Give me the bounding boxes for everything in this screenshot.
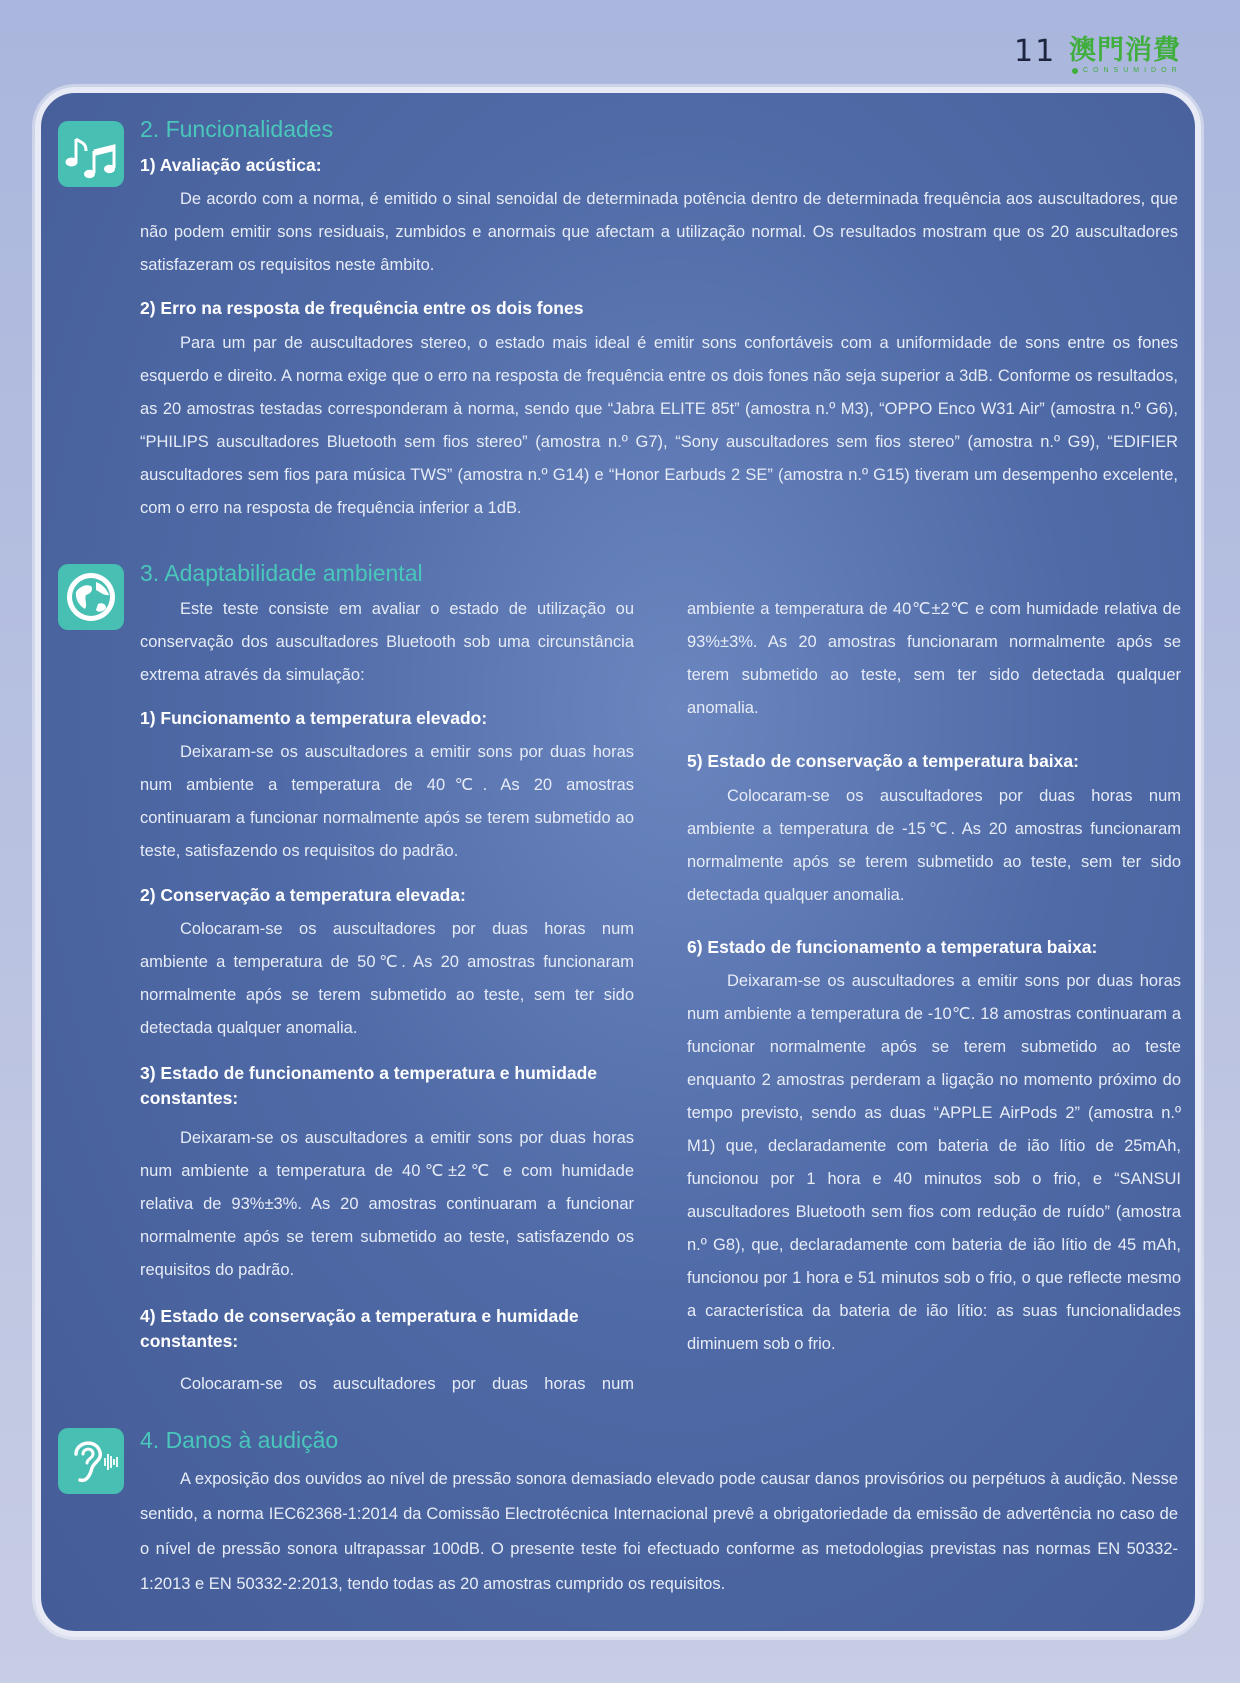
section-3-sub2-text: Colocaram-se os auscultadores por duas horas num ambiente a temperatura de 50℃. As 20 amostras funcionaram normalmente após se terem submetido ao teste, sem ter sido detectada qualquer anomalia. xyxy=(140,920,634,1037)
section-2-sub2-text: Para um par de auscultadores stereo, o estado mais ideal é emitir sons confortáveis com a uniformidade de sons entre os fones esquerdo e direito. A norma exige que o erro na resposta de frequência entre os dois fones não seja superior a 3dB. Conforme os resultados, as 20 amostras testadas corresponderam à norma, sendo que “Jabra ELITE 85t” (amostra n.º M3), “OPPO Enco W31 Air” (amostra n.º G6), “PHILIPS auscultadores Bluetooth sem fios stereo” (amostra n.º G7), “Sony auscultadores sem fios stereo” (amostra n.º G9), “EDIFIER auscultadores sem fios para música TWS” (amostra n.º G14) e “Honor Earbuds 2 SE” (amostra n.º G15) tiveram um desempenho excelente, com o erro na resposta de frequência inferior a 1dB. xyxy=(140,334,1178,517)
section-3-sub6-text: Deixaram-se os auscultadores a emitir sons por duas horas num ambiente a temperatura de -10℃. 18 amostras continuaram a funcionar normalmente após se terem submetido ao teste enquanto 2 amostras perderam a ligação no momento próximo do tempo previsto, sendo as duas “APPLE AirPods 2” (amostra n.º M1) que, declaradamente com bateria de ião lítio de 25mAh, funcionou por 1 hora e 40 minutos sob o frio, e “SANSUI auscultadores Bluetooth sem fios com redução de ruído” (amostra n.º G8), que, declaradamente com bateria de ião lítio de 45 mAh, funcionou por 1 hora e 51 minutos sob o frio, o que reflecte mesmo a característica da bateria de ião lítio: as suas funcionalidades diminuem sob o frio. xyxy=(687,972,1181,1353)
section-3-sub3-text: Deixaram-se os auscultadores a emitir sons por duas horas num ambiente a temperatura de 40℃±2℃ e com humidade relativa de 93%±3%. As 20 amostras continuaram a funcionar normalmente após se terem submetido ao teste, satisfazendo os requisitos do padrão. xyxy=(140,1129,634,1279)
globe-icon xyxy=(58,564,124,630)
consumidor-logo xyxy=(1069,36,1185,80)
section-3-sub4-text-start: Colocaram-se os auscultadores por duas horas num xyxy=(180,1375,634,1393)
logo-dot-icon xyxy=(1072,68,1078,74)
section-4-title: 4. Danos à audição xyxy=(140,1427,339,1453)
logo-text: 澳門消費 xyxy=(1069,35,1181,66)
section-3-title: 3. Adaptabilidade ambiental xyxy=(140,560,423,586)
music-note-icon xyxy=(58,121,124,187)
page-number: 11 xyxy=(1014,34,1057,69)
section-2-sub1-heading: 1) Avaliação acústica: xyxy=(140,155,322,175)
section-3-sub5-text: Colocaram-se os auscultadores por duas horas num ambiente a temperatura de -15℃. As 20 amostras funcionaram normalmente após se terem submetido ao teste, sem ter sido detectada qualquer anomalia. xyxy=(687,787,1181,904)
section-3-sub1-text: Deixaram-se os auscultadores a emitir sons por duas horas num ambiente a temperatura de 40℃. As 20 amostras continuaram a funcionar normalmente após se terem submetido ao teste, satisfazendo os requisitos do padrão. xyxy=(140,743,634,860)
section-3-sub3-heading: 3) Estado de funcionamento a temperatura e humidade constantes: xyxy=(140,1063,598,1108)
section-2-sub2-heading: 2) Erro na resposta de frequência entre os dois fones xyxy=(140,298,584,318)
logo-subtext: CONSUMIDOR xyxy=(1083,67,1182,74)
section-3-sub4-text-end: ambiente a temperatura de 40℃±2℃ e com humidade relativa de 93%±3%. As 20 amostras funcionaram normalmente após se terem submetido ao teste, sem ter sido detectada qualquer anomalia. xyxy=(687,600,1181,717)
section-2-title: 2. Funcionalidades xyxy=(140,116,334,142)
section-4-text: A exposição dos ouvidos ao nível de pressão sonora demasiado elevado pode causar danos provisórios ou perpétuos à audição. Nesse sentido, a norma IEC62368-1:2014 da Comissão Electrotécnica Internacional prevê a obrigatoriedade da emissão de advertência no caso de o nível de pressão sonora ultrapassar 100dB. O presente teste foi efectuado conforme as metodologias previstas nas normas EN 50332-1:2013 e EN 50332-2:2013, tendo todas as 20 amostras cumprido os requisitos. xyxy=(140,1470,1178,1593)
section-3-sub4-heading: 4) Estado de conservação a temperatura e humidade constantes: xyxy=(140,1306,579,1351)
section-2-sub1-text: De acordo com a norma, é emitido o sinal senoidal de determinada potência dentro de determinada frequência aos auscultadores, que não podem emitir sons residuais, zumbidos e anormais que afectam a utilização normal. Os resultados mostram que os 20 auscultadores satisfazeram os requisitos neste âmbito. xyxy=(140,190,1178,274)
section-3-sub5-heading: 5) Estado de conservação a temperatura baixa: xyxy=(687,751,1079,771)
section-3-sub6-heading: 6) Estado de funcionamento a temperatura baixa: xyxy=(687,937,1098,957)
ear-icon xyxy=(58,1428,124,1494)
section-3-intro: Este teste consiste em avaliar o estado de utilização ou conservação dos auscultadores Bluetooth sob uma circunstância extrema através da simulação: xyxy=(140,600,634,684)
section-3-sub1-heading: 1) Funcionamento a temperatura elevado: xyxy=(140,708,488,728)
section-3-sub2-heading: 2) Conservação a temperatura elevada: xyxy=(140,885,466,905)
